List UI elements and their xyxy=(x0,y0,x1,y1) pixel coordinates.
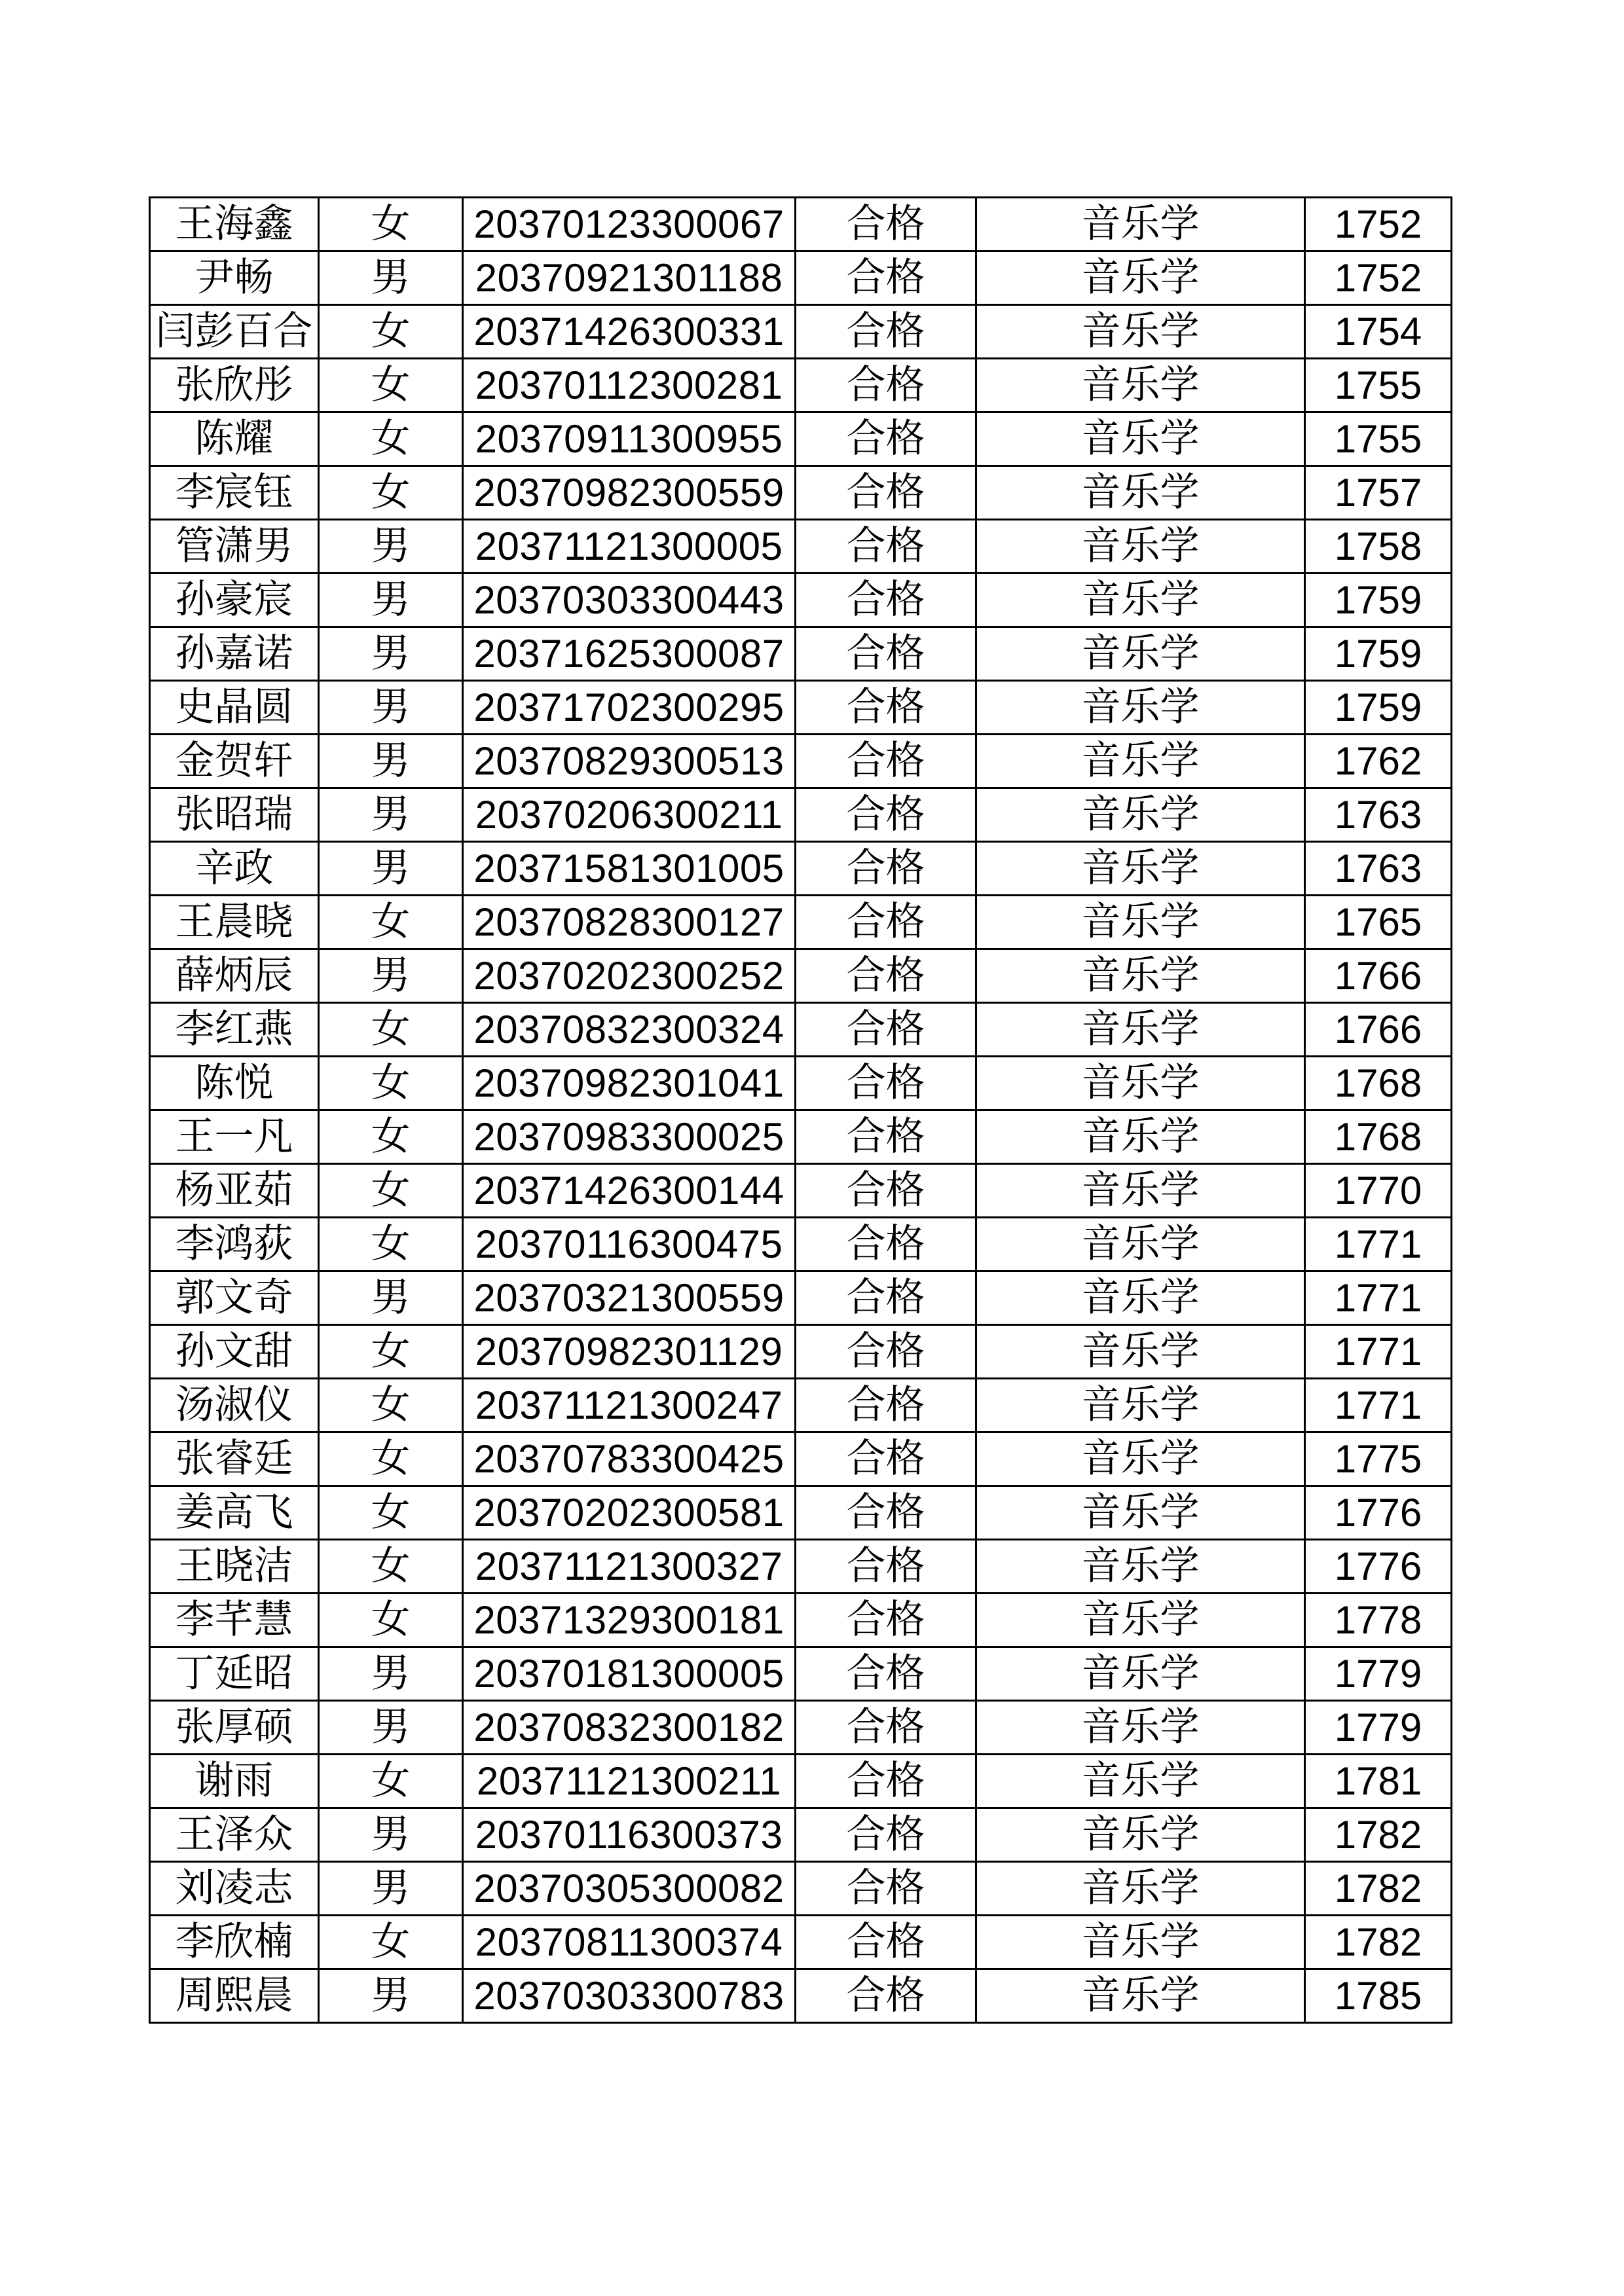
name-cell: 管潇男 xyxy=(150,520,319,574)
rank-cell: 1763 xyxy=(1305,788,1452,842)
major-cell: 音乐学 xyxy=(976,1003,1305,1057)
exam-id-cell: 20370982301129 xyxy=(463,1325,796,1379)
gender-cell: 女 xyxy=(319,1379,463,1432)
name-cell: 张厚硕 xyxy=(150,1701,319,1755)
rank-cell: 1776 xyxy=(1305,1486,1452,1540)
exam-id-cell: 20370206300211 xyxy=(463,788,796,842)
gender-cell: 男 xyxy=(319,574,463,627)
gender-cell: 男 xyxy=(319,949,463,1003)
exam-id-cell: 20370921301188 xyxy=(463,251,796,305)
exam-id-cell: 20371121300247 xyxy=(463,1379,796,1432)
rank-cell: 1754 xyxy=(1305,305,1452,359)
gender-cell: 女 xyxy=(319,896,463,949)
rank-cell: 1752 xyxy=(1305,251,1452,305)
name-cell: 尹畅 xyxy=(150,251,319,305)
table-row xyxy=(150,681,1452,735)
gender-cell: 女 xyxy=(319,1164,463,1218)
name-cell: 郭文奇 xyxy=(150,1271,319,1325)
gender-cell: 男 xyxy=(319,1969,463,2023)
name-cell: 李芊慧 xyxy=(150,1594,319,1647)
table-row xyxy=(150,359,1452,412)
gender-cell: 男 xyxy=(319,627,463,681)
name-cell: 刘凌志 xyxy=(150,1862,319,1916)
result-cell: 合格 xyxy=(796,1862,976,1916)
rank-cell: 1766 xyxy=(1305,949,1452,1003)
rank-cell: 1755 xyxy=(1305,359,1452,412)
name-cell: 史晶圆 xyxy=(150,681,319,735)
exam-id-cell: 20370832300324 xyxy=(463,1003,796,1057)
exam-id-cell: 20370303300443 xyxy=(463,574,796,627)
gender-cell: 女 xyxy=(319,1540,463,1594)
rank-cell: 1759 xyxy=(1305,681,1452,735)
exam-id-cell: 20370116300373 xyxy=(463,1808,796,1862)
result-cell: 合格 xyxy=(796,1486,976,1540)
exam-id-cell: 20370303300783 xyxy=(463,1969,796,2023)
exam-id-cell: 20370305300082 xyxy=(463,1862,796,1916)
rank-cell: 1771 xyxy=(1305,1218,1452,1271)
result-cell: 合格 xyxy=(796,574,976,627)
exam-id-cell: 20371625300087 xyxy=(463,627,796,681)
major-cell: 音乐学 xyxy=(976,1594,1305,1647)
exam-id-cell: 20370828300127 xyxy=(463,896,796,949)
result-cell: 合格 xyxy=(796,1271,976,1325)
result-cell: 合格 xyxy=(796,1647,976,1701)
major-cell: 音乐学 xyxy=(976,1432,1305,1486)
result-cell: 合格 xyxy=(796,1110,976,1164)
table-row xyxy=(150,735,1452,788)
table-row xyxy=(150,788,1452,842)
result-cell: 合格 xyxy=(796,1594,976,1647)
exam-id-cell: 20370982300559 xyxy=(463,466,796,520)
gender-cell: 女 xyxy=(319,359,463,412)
exam-id-cell: 20371581301005 xyxy=(463,842,796,896)
major-cell: 音乐学 xyxy=(976,735,1305,788)
table-row xyxy=(150,251,1452,305)
exam-id-cell: 20370202300252 xyxy=(463,949,796,1003)
result-cell: 合格 xyxy=(796,251,976,305)
rank-cell: 1759 xyxy=(1305,574,1452,627)
result-cell: 合格 xyxy=(796,1755,976,1808)
major-cell: 音乐学 xyxy=(976,627,1305,681)
major-cell: 音乐学 xyxy=(976,788,1305,842)
name-cell: 陈耀 xyxy=(150,412,319,466)
gender-cell: 男 xyxy=(319,1862,463,1916)
gender-cell: 男 xyxy=(319,1808,463,1862)
major-cell: 音乐学 xyxy=(976,1218,1305,1271)
result-cell: 合格 xyxy=(796,412,976,466)
rank-cell: 1779 xyxy=(1305,1647,1452,1701)
gender-cell: 女 xyxy=(319,1755,463,1808)
rank-cell: 1766 xyxy=(1305,1003,1452,1057)
gender-cell: 男 xyxy=(319,788,463,842)
name-cell: 张睿廷 xyxy=(150,1432,319,1486)
result-cell: 合格 xyxy=(796,735,976,788)
major-cell: 音乐学 xyxy=(976,251,1305,305)
major-cell: 音乐学 xyxy=(976,466,1305,520)
name-cell: 丁延昭 xyxy=(150,1647,319,1701)
major-cell: 音乐学 xyxy=(976,520,1305,574)
table-row xyxy=(150,1271,1452,1325)
table-row xyxy=(150,1164,1452,1218)
table-row xyxy=(150,1218,1452,1271)
table-row xyxy=(150,1647,1452,1701)
exam-id-cell: 20371702300295 xyxy=(463,681,796,735)
result-cell: 合格 xyxy=(796,1432,976,1486)
table-row xyxy=(150,520,1452,574)
rank-cell: 1768 xyxy=(1305,1110,1452,1164)
table-row xyxy=(150,574,1452,627)
major-cell: 音乐学 xyxy=(976,1701,1305,1755)
table-row xyxy=(150,1110,1452,1164)
exam-id-cell: 20370321300559 xyxy=(463,1271,796,1325)
name-cell: 王晓洁 xyxy=(150,1540,319,1594)
gender-cell: 女 xyxy=(319,1218,463,1271)
exam-id-cell: 20370982301041 xyxy=(463,1057,796,1110)
rank-cell: 1785 xyxy=(1305,1969,1452,2023)
result-cell: 合格 xyxy=(796,1540,976,1594)
result-cell: 合格 xyxy=(796,896,976,949)
rank-cell: 1762 xyxy=(1305,735,1452,788)
rank-cell: 1771 xyxy=(1305,1271,1452,1325)
exam-id-cell: 20371121300005 xyxy=(463,520,796,574)
result-cell: 合格 xyxy=(796,1325,976,1379)
exam-id-cell: 20371121300211 xyxy=(463,1755,796,1808)
name-cell: 姜高飞 xyxy=(150,1486,319,1540)
gender-cell: 男 xyxy=(319,842,463,896)
name-cell: 李宸钰 xyxy=(150,466,319,520)
rank-cell: 1759 xyxy=(1305,627,1452,681)
result-cell: 合格 xyxy=(796,1701,976,1755)
major-cell: 音乐学 xyxy=(976,1647,1305,1701)
rank-cell: 1782 xyxy=(1305,1916,1452,1969)
table-row xyxy=(150,1594,1452,1647)
major-cell: 音乐学 xyxy=(976,1969,1305,2023)
gender-cell: 女 xyxy=(319,305,463,359)
name-cell: 李鸿荻 xyxy=(150,1218,319,1271)
name-cell: 王海鑫 xyxy=(150,198,319,251)
exam-id-cell: 20370123300067 xyxy=(463,198,796,251)
gender-cell: 女 xyxy=(319,1486,463,1540)
rank-cell: 1768 xyxy=(1305,1057,1452,1110)
name-cell: 周熙晨 xyxy=(150,1969,319,2023)
results-table-body xyxy=(150,198,1452,2023)
gender-cell: 男 xyxy=(319,681,463,735)
table-row xyxy=(150,466,1452,520)
gender-cell: 女 xyxy=(319,1057,463,1110)
table-row xyxy=(150,1057,1452,1110)
major-cell: 音乐学 xyxy=(976,949,1305,1003)
table-row xyxy=(150,949,1452,1003)
rank-cell: 1779 xyxy=(1305,1701,1452,1755)
table-row xyxy=(150,412,1452,466)
major-cell: 音乐学 xyxy=(976,1540,1305,1594)
major-cell: 音乐学 xyxy=(976,1110,1305,1164)
rank-cell: 1758 xyxy=(1305,520,1452,574)
table-row xyxy=(150,1701,1452,1755)
result-cell: 合格 xyxy=(796,198,976,251)
major-cell: 音乐学 xyxy=(976,198,1305,251)
gender-cell: 男 xyxy=(319,735,463,788)
result-cell: 合格 xyxy=(796,1808,976,1862)
result-cell: 合格 xyxy=(796,949,976,1003)
major-cell: 音乐学 xyxy=(976,1862,1305,1916)
name-cell: 孙嘉诺 xyxy=(150,627,319,681)
exam-id-cell: 20371121300327 xyxy=(463,1540,796,1594)
name-cell: 李欣楠 xyxy=(150,1916,319,1969)
table-row xyxy=(150,1540,1452,1594)
rank-cell: 1775 xyxy=(1305,1432,1452,1486)
table-row xyxy=(150,1325,1452,1379)
gender-cell: 女 xyxy=(319,1916,463,1969)
gender-cell: 女 xyxy=(319,1432,463,1486)
exam-id-cell: 20370783300425 xyxy=(463,1432,796,1486)
rank-cell: 1755 xyxy=(1305,412,1452,466)
major-cell: 音乐学 xyxy=(976,1916,1305,1969)
exam-id-cell: 20370811300374 xyxy=(463,1916,796,1969)
exam-id-cell: 20370832300182 xyxy=(463,1701,796,1755)
name-cell: 王一凡 xyxy=(150,1110,319,1164)
exam-id-cell: 20370911300955 xyxy=(463,412,796,466)
table-row xyxy=(150,1755,1452,1808)
result-cell: 合格 xyxy=(796,1057,976,1110)
rank-cell: 1757 xyxy=(1305,466,1452,520)
result-cell: 合格 xyxy=(796,1379,976,1432)
name-cell: 王泽众 xyxy=(150,1808,319,1862)
rank-cell: 1771 xyxy=(1305,1379,1452,1432)
major-cell: 音乐学 xyxy=(976,574,1305,627)
gender-cell: 女 xyxy=(319,198,463,251)
result-cell: 合格 xyxy=(796,1003,976,1057)
gender-cell: 女 xyxy=(319,1325,463,1379)
exam-id-cell: 20370181300005 xyxy=(463,1647,796,1701)
rank-cell: 1781 xyxy=(1305,1755,1452,1808)
major-cell: 音乐学 xyxy=(976,1486,1305,1540)
name-cell: 孙文甜 xyxy=(150,1325,319,1379)
exam-id-cell: 20370112300281 xyxy=(463,359,796,412)
gender-cell: 男 xyxy=(319,1701,463,1755)
major-cell: 音乐学 xyxy=(976,842,1305,896)
gender-cell: 女 xyxy=(319,1110,463,1164)
result-cell: 合格 xyxy=(796,627,976,681)
rank-cell: 1776 xyxy=(1305,1540,1452,1594)
major-cell: 音乐学 xyxy=(976,305,1305,359)
name-cell: 薛炳辰 xyxy=(150,949,319,1003)
result-cell: 合格 xyxy=(796,681,976,735)
name-cell: 王晨晓 xyxy=(150,896,319,949)
rank-cell: 1765 xyxy=(1305,896,1452,949)
major-cell: 音乐学 xyxy=(976,1164,1305,1218)
result-cell: 合格 xyxy=(796,1164,976,1218)
table-row xyxy=(150,1432,1452,1486)
gender-cell: 女 xyxy=(319,1003,463,1057)
major-cell: 音乐学 xyxy=(976,1325,1305,1379)
table-row xyxy=(150,896,1452,949)
name-cell: 张昭瑞 xyxy=(150,788,319,842)
name-cell: 辛政 xyxy=(150,842,319,896)
major-cell: 音乐学 xyxy=(976,412,1305,466)
name-cell: 汤淑仪 xyxy=(150,1379,319,1432)
exam-id-cell: 20370202300581 xyxy=(463,1486,796,1540)
gender-cell: 女 xyxy=(319,1594,463,1647)
name-cell: 孙豪宸 xyxy=(150,574,319,627)
rank-cell: 1763 xyxy=(1305,842,1452,896)
exam-id-cell: 20370116300475 xyxy=(463,1218,796,1271)
name-cell: 李红燕 xyxy=(150,1003,319,1057)
rank-cell: 1771 xyxy=(1305,1325,1452,1379)
major-cell: 音乐学 xyxy=(976,359,1305,412)
name-cell: 陈悦 xyxy=(150,1057,319,1110)
major-cell: 音乐学 xyxy=(976,1808,1305,1862)
table-row xyxy=(150,1003,1452,1057)
result-cell: 合格 xyxy=(796,788,976,842)
result-cell: 合格 xyxy=(796,305,976,359)
result-cell: 合格 xyxy=(796,842,976,896)
gender-cell: 男 xyxy=(319,520,463,574)
result-cell: 合格 xyxy=(796,520,976,574)
gender-cell: 女 xyxy=(319,412,463,466)
exam-id-cell: 20371426300331 xyxy=(463,305,796,359)
result-cell: 合格 xyxy=(796,466,976,520)
table-row xyxy=(150,842,1452,896)
table-row xyxy=(150,1862,1452,1916)
rank-cell: 1752 xyxy=(1305,198,1452,251)
exam-id-cell: 20371426300144 xyxy=(463,1164,796,1218)
name-cell: 闫彭百合 xyxy=(150,305,319,359)
table-row xyxy=(150,1486,1452,1540)
rank-cell: 1778 xyxy=(1305,1594,1452,1647)
result-cell: 合格 xyxy=(796,1969,976,2023)
table-row xyxy=(150,1916,1452,1969)
table-row xyxy=(150,198,1452,251)
gender-cell: 男 xyxy=(319,1647,463,1701)
name-cell: 张欣彤 xyxy=(150,359,319,412)
result-cell: 合格 xyxy=(796,1916,976,1969)
results-table xyxy=(149,196,1452,2024)
name-cell: 杨亚茹 xyxy=(150,1164,319,1218)
major-cell: 音乐学 xyxy=(976,1755,1305,1808)
gender-cell: 男 xyxy=(319,1271,463,1325)
gender-cell: 女 xyxy=(319,466,463,520)
major-cell: 音乐学 xyxy=(976,1057,1305,1110)
exam-id-cell: 20370829300513 xyxy=(463,735,796,788)
name-cell: 金贺轩 xyxy=(150,735,319,788)
table-row xyxy=(150,305,1452,359)
major-cell: 音乐学 xyxy=(976,1271,1305,1325)
table-row xyxy=(150,1969,1452,2023)
table-row xyxy=(150,1808,1452,1862)
result-cell: 合格 xyxy=(796,359,976,412)
rank-cell: 1770 xyxy=(1305,1164,1452,1218)
rank-cell: 1782 xyxy=(1305,1862,1452,1916)
table-row xyxy=(150,627,1452,681)
exam-id-cell: 20371329300181 xyxy=(463,1594,796,1647)
major-cell: 音乐学 xyxy=(976,896,1305,949)
major-cell: 音乐学 xyxy=(976,681,1305,735)
table-row xyxy=(150,1379,1452,1432)
rank-cell: 1782 xyxy=(1305,1808,1452,1862)
major-cell: 音乐学 xyxy=(976,1379,1305,1432)
result-cell: 合格 xyxy=(796,1218,976,1271)
exam-id-cell: 20370983300025 xyxy=(463,1110,796,1164)
gender-cell: 男 xyxy=(319,251,463,305)
name-cell: 谢雨 xyxy=(150,1755,319,1808)
